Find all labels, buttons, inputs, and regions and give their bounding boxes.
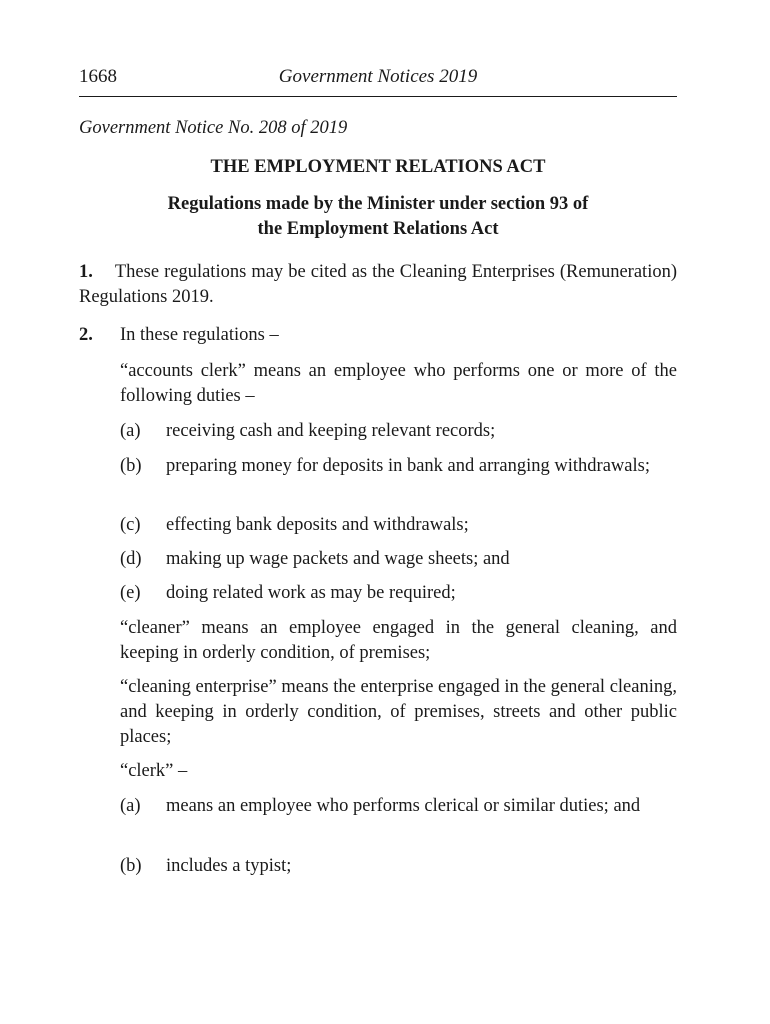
subtitle-line-1: Regulations made by the Minister under section 93 of xyxy=(167,194,589,214)
list-item-label: (d) xyxy=(120,549,142,569)
list-item-text: means an employee who performs clerical or similar duties; and xyxy=(166,796,641,816)
act-title: THE EMPLOYMENT RELATIONS ACT xyxy=(210,157,546,177)
list-item-text: effecting bank deposits and withdrawals; xyxy=(166,515,469,535)
list-item-text: preparing money for deposits in bank and arranging withdrawals; xyxy=(166,456,650,476)
section-1 xyxy=(79,260,677,310)
list-item-label: (b) xyxy=(120,456,142,476)
page-number: 1668 xyxy=(79,66,117,87)
notice-number: Government Notice No. 208 of 2019 xyxy=(79,118,348,138)
list-item-label: (e) xyxy=(120,583,141,603)
running-header xyxy=(79,66,677,97)
definition-cleaner: “cleaner” means an employee engaged in the general cleaning, and keeping in orderly condition, of premises; xyxy=(120,618,677,663)
definition-clerk: “clerk” – xyxy=(120,761,188,781)
section-1-text: These regulations may be cited as the Cleaning Enterprises (Remuneration) Regulations 2019. xyxy=(79,262,677,307)
definition-accounts-clerk: “accounts clerk” means an employee who performs one or more of the following duties – xyxy=(120,361,677,406)
section-1-number: 1. xyxy=(79,262,93,282)
list-item-label: (a) xyxy=(120,421,141,441)
section-2-text: In these regulations – xyxy=(120,325,279,345)
list-item-text: includes a typist; xyxy=(166,856,292,876)
list-item-label: (c) xyxy=(120,515,141,535)
list-item-label: (a) xyxy=(120,796,141,816)
section-2-number: 2. xyxy=(79,325,93,345)
list-item-label: (b) xyxy=(120,856,142,876)
list-item-text: making up wage packets and wage sheets; and xyxy=(166,549,510,569)
list-item-text: doing related work as may be required; xyxy=(166,583,456,603)
list-item-text: receiving cash and keeping relevant records; xyxy=(166,421,496,441)
regulations-subtitle xyxy=(79,192,677,242)
section-2 xyxy=(79,323,677,348)
definition-cleaning-enterprise: “cleaning enterprise” means the enterprise engaged in the general cleaning, and keeping in orderly condition, of premises, streets and other public places; xyxy=(120,677,677,747)
subtitle-line-2: the Employment Relations Act xyxy=(257,219,499,239)
journal-title: Government Notices 2019 xyxy=(278,66,478,87)
